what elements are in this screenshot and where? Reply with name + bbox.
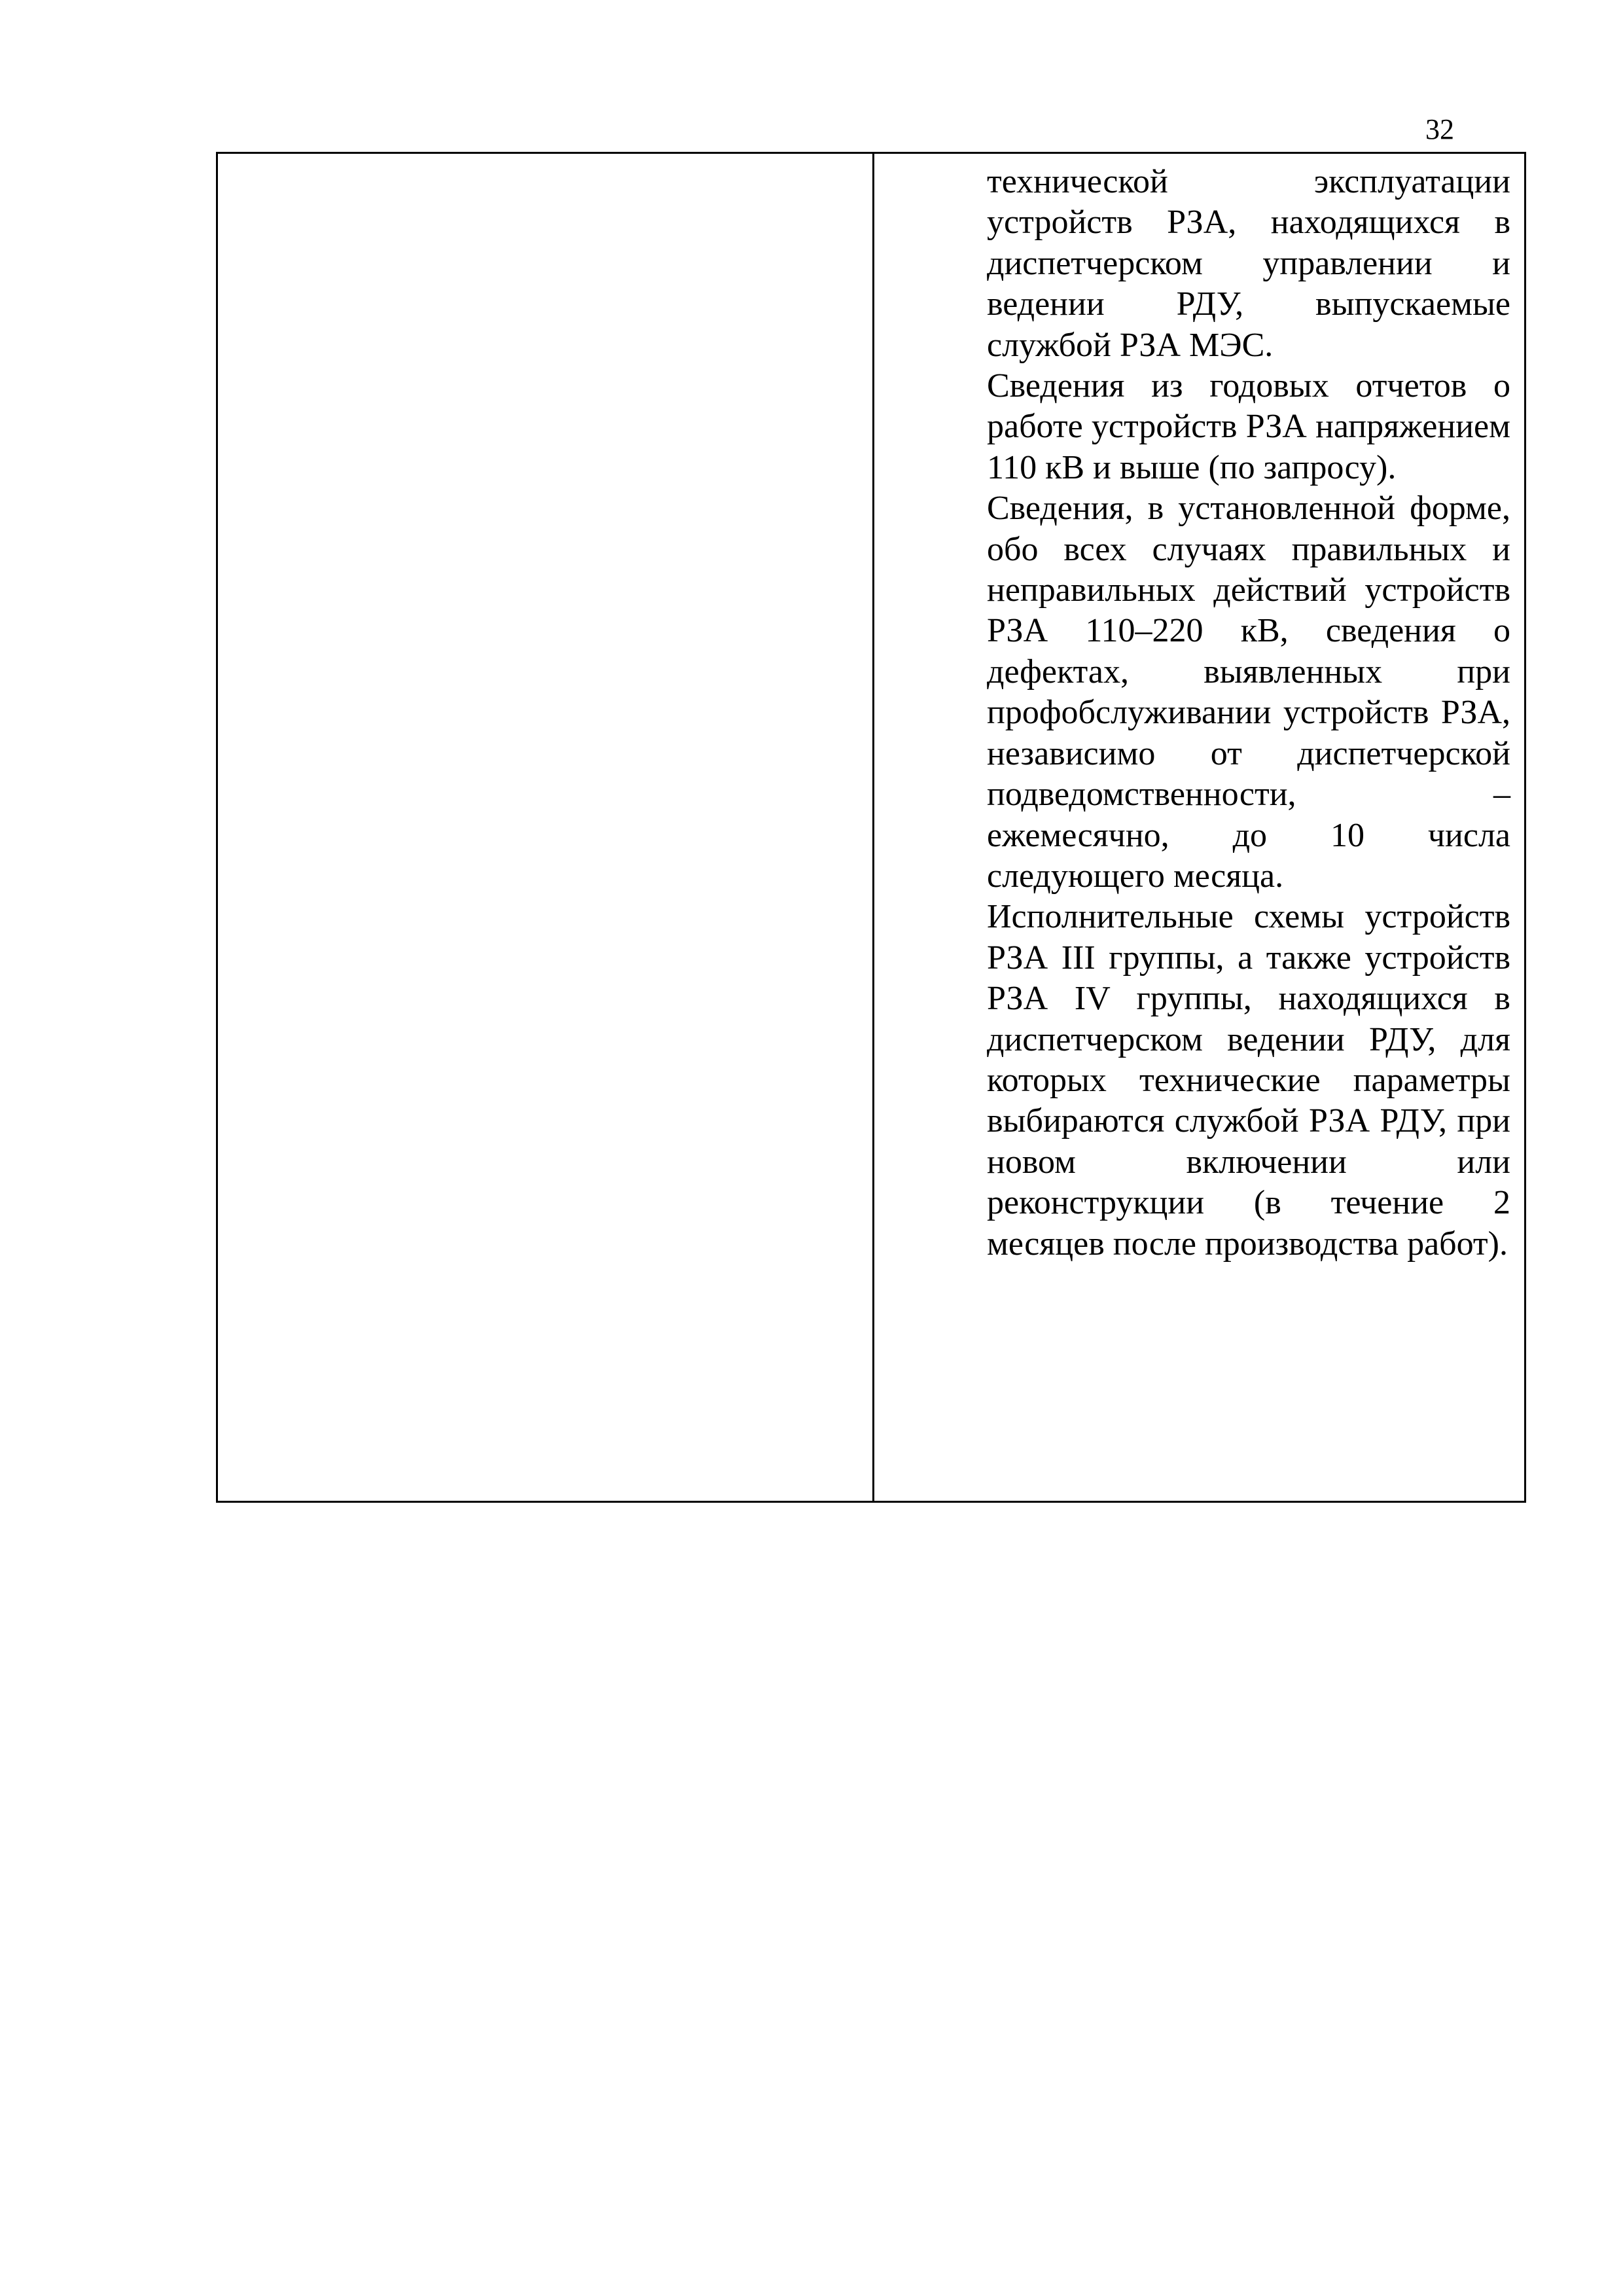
- paragraph-exploitation-docs: технической эксплуатации устройств РЗА, находящихся в диспетчерском управлении и ведении РДУ, выпускаемые службой РЗА МЭС.: [987, 163, 1510, 364]
- table-cell-left: [218, 154, 872, 1501]
- document-table: [216, 152, 1526, 1503]
- paragraph-monthly-operation-data: Сведения, в установленной форме, обо всех случаях правильных и неправильных действий устройств РЗА 110–220 кВ, сведения о дефектах, выявленных при профобслуживании устройств РЗА, независимо от диспетчерской подведомственности, – ежемесячно, до 10 числа следующего месяца.: [987, 490, 1510, 895]
- page-number: 32: [1425, 113, 1454, 145]
- column-divider: [872, 154, 874, 1501]
- table-cell-right: [987, 162, 1510, 1265]
- paragraph-annual-reports: Сведения из годовых отчетов о работе устройств РЗА напряжением 110 кВ и выше (по запросу).: [987, 367, 1510, 486]
- paragraph-executive-schemes: Исполнительные схемы устройств РЗА III группы, а также устройств РЗА IV группы, находящихся в диспетчерском ведении РДУ, для которых технические параметры выбираются службой РЗА РДУ, при новом включении или реконструкции (в течение 2 месяцев после производства работ).: [987, 898, 1510, 1263]
